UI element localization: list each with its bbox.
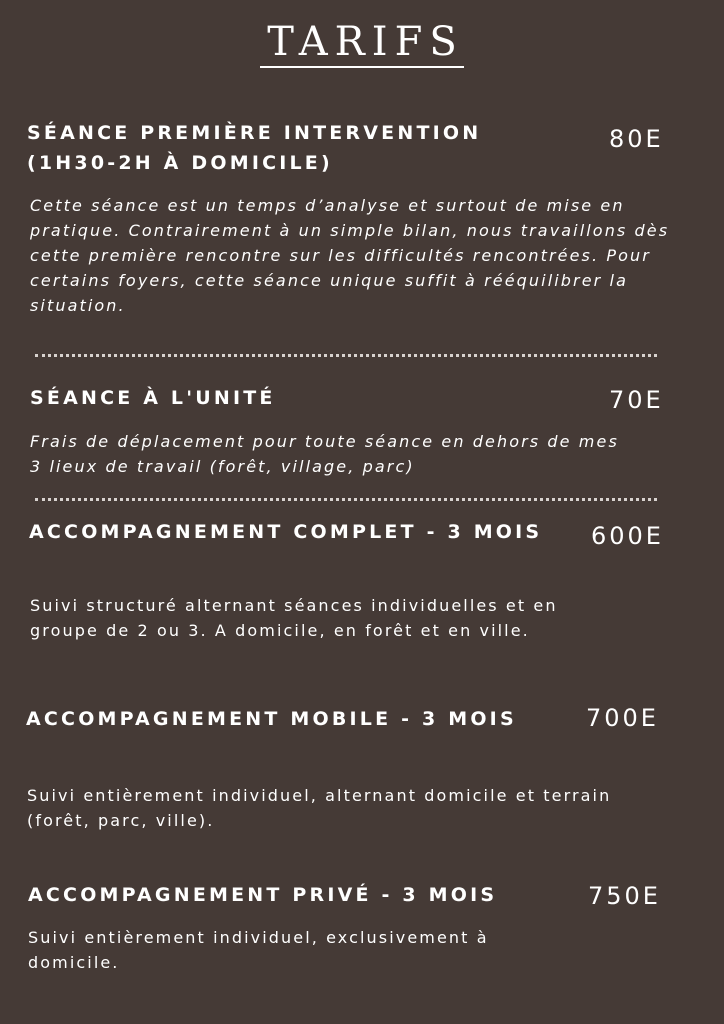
- page-title: [0, 18, 724, 68]
- item-title-premiere-intervention: SÉANCE PREMIÈRE INTERVENTION (1H30-2H À DOMICILE): [27, 122, 482, 174]
- item-description-seance-unite: Frais de déplacement pour toute séance en dehors de mes 3 lieux de travail (forêt, village, parc): [30, 432, 619, 476]
- item-price-accompagnement-mobile: 700E: [586, 704, 659, 732]
- dotted-divider: [35, 498, 657, 501]
- item-description-premiere-intervention: Cette séance est un temps d’analyse et surtout de mise en pratique. Contrairement à un simple bilan, nous travaillons dès cette première rencontre sur les difficultés rencontrées. Pour certains foyers, cette séance unique suffit à rééquilibrer la situation.: [30, 196, 670, 315]
- item-description-accompagnement-prive: Suivi entièrement individuel, exclusivement à domicile.: [28, 928, 489, 972]
- item-description-accompagnement-mobile: Suivi entièrement individuel, alternant domicile et terrain (forêt, parc, ville).: [27, 786, 612, 830]
- dotted-divider: [35, 354, 657, 357]
- item-title-accompagnement-complet: ACCOMPAGNEMENT COMPLET - 3 MOIS: [29, 521, 543, 543]
- item-price-accompagnement-complet: 600E: [591, 522, 664, 550]
- item-price-seance-unite: 70E: [609, 386, 664, 414]
- item-title-seance-unite: SÉANCE À L'UNITÉ: [30, 387, 276, 409]
- item-description-accompagnement-complet: Suivi structuré alternant séances individuelles et en groupe de 2 ou 3. A domicile, en forêt et en ville.: [30, 596, 558, 640]
- item-price-accompagnement-prive: 750E: [588, 882, 661, 910]
- item-title-accompagnement-prive: ACCOMPAGNEMENT PRIVÉ - 3 MOIS: [28, 884, 498, 906]
- item-price-premiere-intervention: 80E: [609, 125, 664, 153]
- page-title-text: TARIFS: [260, 18, 463, 68]
- item-title-accompagnement-mobile: ACCOMPAGNEMENT MOBILE - 3 MOIS: [26, 708, 517, 730]
